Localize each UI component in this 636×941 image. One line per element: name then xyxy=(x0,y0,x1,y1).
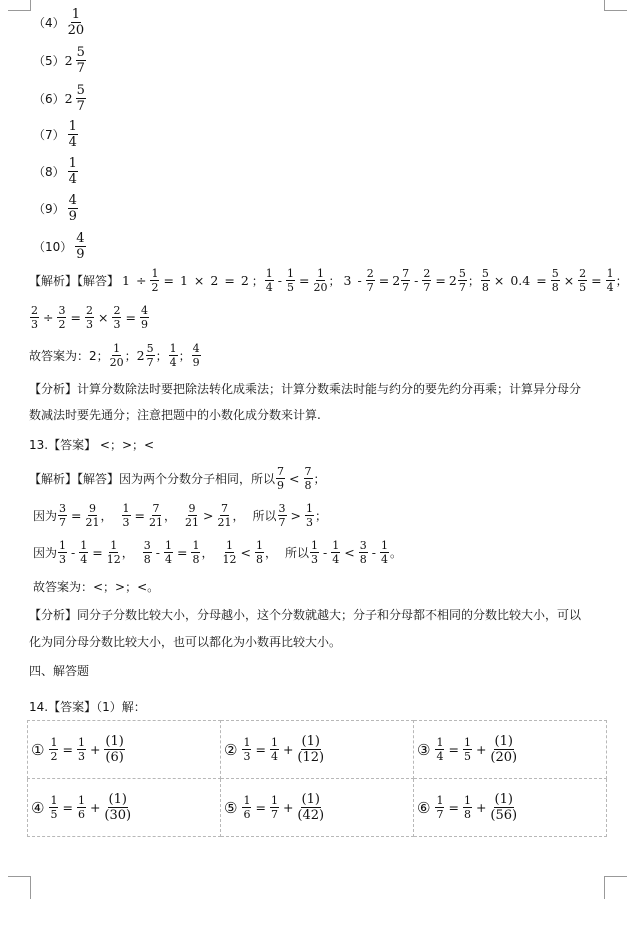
q13-answer-summary: 故答案为：<；>；<。 xyxy=(33,580,160,594)
math-text: < xyxy=(289,471,300,486)
grid-equation xyxy=(224,793,325,822)
separator: ； xyxy=(467,274,480,288)
analysis-text-2b: 化为同分母分数比较大小，也可以都化为小数再比较大小。 xyxy=(29,635,342,649)
math-text: + xyxy=(475,800,487,815)
fraction: $\frac{1}{3}$ xyxy=(311,539,318,566)
fraction: $\frac{1}{4}$ xyxy=(80,539,88,566)
math-text: 2； xyxy=(89,349,109,363)
item-label: （9） xyxy=(33,202,65,216)
fraction: $\frac{(1)}{(42)}$ xyxy=(297,792,325,823)
corner-mark-top-right xyxy=(604,0,627,11)
separator: ； xyxy=(251,274,264,288)
math-text: - xyxy=(357,273,362,288)
math-text: = xyxy=(70,310,81,325)
math-text: 2 xyxy=(240,273,249,288)
grid-equation xyxy=(31,735,126,764)
grid-cell xyxy=(221,779,414,837)
grid-equation xyxy=(224,735,325,764)
math-text: = xyxy=(255,742,266,757)
fraction: $\frac{2}{3}$ xyxy=(113,304,121,331)
grid-cell xyxy=(414,721,607,779)
math-text: = xyxy=(591,273,602,288)
grid-cell xyxy=(414,779,607,837)
separator: ， xyxy=(121,546,134,560)
math-text: + xyxy=(282,800,294,815)
fraction: $\frac{1}{3}$ xyxy=(59,539,67,566)
math-text: = xyxy=(71,508,82,523)
analysis-text-2a: 【分析】同分子分数比较大小，分母越小，这个分数就越大；分子和分母都不相同的分数比较大小，可以 xyxy=(29,608,582,622)
math-text: 2 xyxy=(136,348,145,363)
fraction: $\frac{1}{2}$ xyxy=(151,267,159,294)
q13-answer: 13.【答案】 <；>；< xyxy=(29,438,155,452)
math-text: = xyxy=(435,273,446,288)
math-text: 1 xyxy=(179,273,188,288)
fraction: $\frac{7}{7}$ xyxy=(402,267,410,294)
circled-number: ③ xyxy=(417,740,431,759)
separator: ， xyxy=(201,546,214,560)
math-text: = xyxy=(448,742,459,757)
separator: ； xyxy=(124,349,137,363)
item-label: （7） xyxy=(33,128,65,142)
fraction: $\frac{5}{7}$ xyxy=(76,45,85,76)
math-text: + xyxy=(282,742,294,757)
corner-mark-bottom-left xyxy=(8,876,31,899)
math-text: × xyxy=(563,273,575,288)
math-text: ÷ xyxy=(135,273,147,288)
fraction: $\frac{7}{9}$ xyxy=(277,465,285,492)
fraction: $\frac{1}{20}$ xyxy=(67,7,85,38)
fraction: $\frac{1}{7}$ xyxy=(436,794,444,821)
separator: ， xyxy=(232,509,245,523)
grid-equation xyxy=(417,793,518,822)
fraction: $\frac{7}{21}$ xyxy=(149,502,163,529)
math-text: + xyxy=(89,800,101,815)
fraction: $\frac{(1)}{(56)}$ xyxy=(490,792,518,823)
fraction: $\frac{1}{3}$ xyxy=(122,502,130,529)
fraction: $\frac{1}{4}$ xyxy=(436,736,444,763)
fraction: $\frac{7}{8}$ xyxy=(304,465,312,492)
math-text: - xyxy=(323,545,328,560)
answer-list-item xyxy=(33,194,79,223)
math-text: × xyxy=(493,273,505,288)
fraction: $\frac{1}{4}$ xyxy=(169,342,177,369)
item-label: （5） xyxy=(33,54,65,68)
fraction: $\frac{1}{20}$ xyxy=(109,342,124,369)
answer-list-item xyxy=(33,120,79,149)
answer-list-item xyxy=(33,157,79,186)
fraction: $\frac{1}{4}$ xyxy=(332,539,340,566)
solution-line-2 xyxy=(29,305,150,330)
math-text: 0.4 xyxy=(510,273,531,288)
fraction: $\frac{4}{9}$ xyxy=(68,193,77,224)
fraction: $\frac{5}{8}$ xyxy=(551,267,559,294)
separator: ， xyxy=(264,546,277,560)
math-text: = xyxy=(378,273,390,288)
math-text: < xyxy=(240,545,251,560)
fraction: $\frac{1}{4}$ xyxy=(68,156,77,187)
fraction: $\frac{1}{4}$ xyxy=(380,539,388,566)
math-text: 2 xyxy=(392,273,401,288)
grid-cell xyxy=(221,721,414,779)
fraction: $\frac{3}{8}$ xyxy=(143,539,151,566)
separator: ； xyxy=(155,349,168,363)
fraction: $\frac{3}{7}$ xyxy=(278,502,286,529)
math-text: 1 xyxy=(122,273,130,288)
math-text: ÷ xyxy=(43,310,54,325)
math-text: 因为 xyxy=(33,509,58,523)
fraction: $\frac{1}{12}$ xyxy=(222,539,237,566)
math-text: 所以 xyxy=(252,509,277,523)
fraction: $\frac{1}{4}$ xyxy=(164,539,172,566)
math-text: 所以 xyxy=(284,546,309,560)
fraction: $\frac{(1)}{(6)}$ xyxy=(105,734,124,765)
fraction: $\frac{1}{7}$ xyxy=(270,794,278,821)
math-text: - xyxy=(371,545,376,560)
fraction: $\frac{9}{21}$ xyxy=(185,502,200,529)
fraction: $\frac{1}{4}$ xyxy=(606,267,614,294)
math-text: - xyxy=(414,273,419,288)
fraction: $\frac{1}{3}$ xyxy=(306,502,314,529)
grid-equation xyxy=(31,793,132,822)
fraction: $\frac{1}{8}$ xyxy=(255,539,263,566)
math-text: × xyxy=(193,273,205,288)
fraction: $\frac{(1)}{(12)}$ xyxy=(297,734,325,765)
fraction: $\frac{1}{4}$ xyxy=(68,119,77,150)
math-text: = xyxy=(224,273,235,288)
math-text: 2 xyxy=(210,273,219,288)
separator: ， xyxy=(164,509,177,523)
fraction: $\frac{1}{6}$ xyxy=(77,794,85,821)
fraction: $\frac{3}{7}$ xyxy=(59,502,67,529)
grid-cell xyxy=(28,779,221,837)
q14-answer-head: 14.【答案】（1）解： xyxy=(29,700,146,714)
math-text: = xyxy=(62,800,73,815)
grid-equation xyxy=(417,735,518,764)
separator: ； xyxy=(328,274,341,288)
circled-number: ① xyxy=(31,740,45,759)
fraction: $\frac{5}{8}$ xyxy=(481,267,489,294)
separator: ； xyxy=(313,472,326,486)
fraction: $\frac{(1)}{(20)}$ xyxy=(490,734,518,765)
solution-line-1 xyxy=(29,268,628,293)
item-label: （10） xyxy=(33,240,73,254)
answer-summary-line xyxy=(29,343,202,368)
q13-solution-line-1 xyxy=(29,466,326,491)
item-label: （8） xyxy=(33,165,65,179)
math-text: 因为 xyxy=(33,546,58,560)
item-label: （6） xyxy=(33,92,65,106)
fraction: $\frac{1}{8}$ xyxy=(192,539,200,566)
math-text: = xyxy=(176,545,188,560)
answer-summary-label: 故答案为： xyxy=(29,349,90,363)
fraction: $\frac{1}{5}$ xyxy=(287,267,295,294)
q13-solution-text: 【解析】【解答】因为两个分数分子相同，所以 xyxy=(29,472,276,486)
fraction: $\frac{4}{9}$ xyxy=(192,342,200,369)
circled-number: ④ xyxy=(31,798,45,817)
fraction: $\frac{1}{6}$ xyxy=(243,794,251,821)
fraction: $\frac{2}{3}$ xyxy=(85,304,93,331)
fraction: $\frac{1}{3}$ xyxy=(77,736,85,763)
math-text: - xyxy=(155,545,160,560)
math-text: = xyxy=(92,545,103,560)
math-text: < xyxy=(344,545,355,560)
corner-mark-top-left xyxy=(8,0,31,11)
math-text: × xyxy=(97,310,109,325)
fraction: $\frac{7}{21}$ xyxy=(217,502,232,529)
fraction: $\frac{1}{8}$ xyxy=(463,794,471,821)
mixed-whole: 2 xyxy=(64,91,73,106)
fraction: $\frac{1}{4}$ xyxy=(265,267,273,294)
fraction: $\frac{1}{5}$ xyxy=(50,794,58,821)
math-text: = xyxy=(299,273,310,288)
fraction: $\frac{1}{4}$ xyxy=(270,736,278,763)
solution-tag: 【解析】【解答】 xyxy=(29,274,120,288)
separator: ， xyxy=(100,509,113,523)
math-text: + xyxy=(475,742,487,757)
answer-list-item xyxy=(33,232,87,261)
separator: ； xyxy=(615,274,628,288)
math-text: = xyxy=(125,310,136,325)
fraction: $\frac{3}{2}$ xyxy=(58,304,66,331)
math-text: = xyxy=(134,508,145,523)
math-text: = xyxy=(163,273,174,288)
fraction: $\frac{1}{12}$ xyxy=(106,539,121,566)
circled-number: ⑤ xyxy=(224,798,238,817)
answer-list-item xyxy=(33,46,87,75)
fraction: $\frac{1}{3}$ xyxy=(243,736,251,763)
math-text: + xyxy=(89,742,101,757)
answer-list-item xyxy=(33,8,85,37)
fraction: $\frac{2}{5}$ xyxy=(579,267,587,294)
fraction: $\frac{2}{3}$ xyxy=(31,304,38,331)
mixed-whole: 2 xyxy=(64,53,73,68)
fraction: $\frac{2}{7}$ xyxy=(366,267,374,294)
math-text: > xyxy=(290,508,302,523)
math-text: 2 xyxy=(448,273,457,288)
q13-solution-line-3 xyxy=(33,540,402,565)
fraction: $\frac{4}{9}$ xyxy=(140,304,148,331)
fraction: $\frac{1}{20}$ xyxy=(313,267,328,294)
grid-cell xyxy=(28,721,221,779)
fraction: $\frac{1}{2}$ xyxy=(50,736,58,763)
analysis-text-1: 【分析】计算分数除法时要把除法转化成乘法；计算分数乘法时能与约分的要先约分再乘；计算异分母分 xyxy=(29,382,582,396)
fraction: $\frac{1}{5}$ xyxy=(463,736,471,763)
fraction: $\frac{(1)}{(30)}$ xyxy=(104,792,132,823)
section-title: 四、解答题 xyxy=(29,664,90,678)
math-text: = xyxy=(62,742,73,757)
item-label: （4） xyxy=(33,16,65,30)
fraction: $\frac{5}{7}$ xyxy=(76,83,85,114)
answer-list-item xyxy=(33,84,87,113)
circled-number: ⑥ xyxy=(417,798,431,817)
answer-grid xyxy=(27,720,607,837)
fraction: $\frac{5}{7}$ xyxy=(146,342,154,369)
fraction: $\frac{3}{8}$ xyxy=(359,539,367,566)
math-text: - xyxy=(277,273,283,288)
fraction: $\frac{4}{9}$ xyxy=(76,231,85,262)
separator: ； xyxy=(315,509,328,523)
fraction: $\frac{2}{7}$ xyxy=(423,267,431,294)
fraction: $\frac{5}{7}$ xyxy=(458,267,466,294)
math-text: = xyxy=(536,273,547,288)
fraction: $\frac{9}{21}$ xyxy=(85,502,100,529)
corner-mark-bottom-right xyxy=(604,876,627,899)
analysis-text-1b: 数减法时要先通分；注意把题中的小数化成分数来计算. xyxy=(29,408,321,422)
math-text: > xyxy=(203,508,214,523)
q13-solution-line-2 xyxy=(33,503,327,528)
math-text: = xyxy=(448,800,459,815)
circled-number: ② xyxy=(224,740,238,759)
math-text: = xyxy=(255,800,266,815)
separator: ； xyxy=(178,349,191,363)
math-text: 3 xyxy=(343,273,352,288)
math-text: - xyxy=(71,545,76,560)
separator: 。 xyxy=(389,546,402,560)
